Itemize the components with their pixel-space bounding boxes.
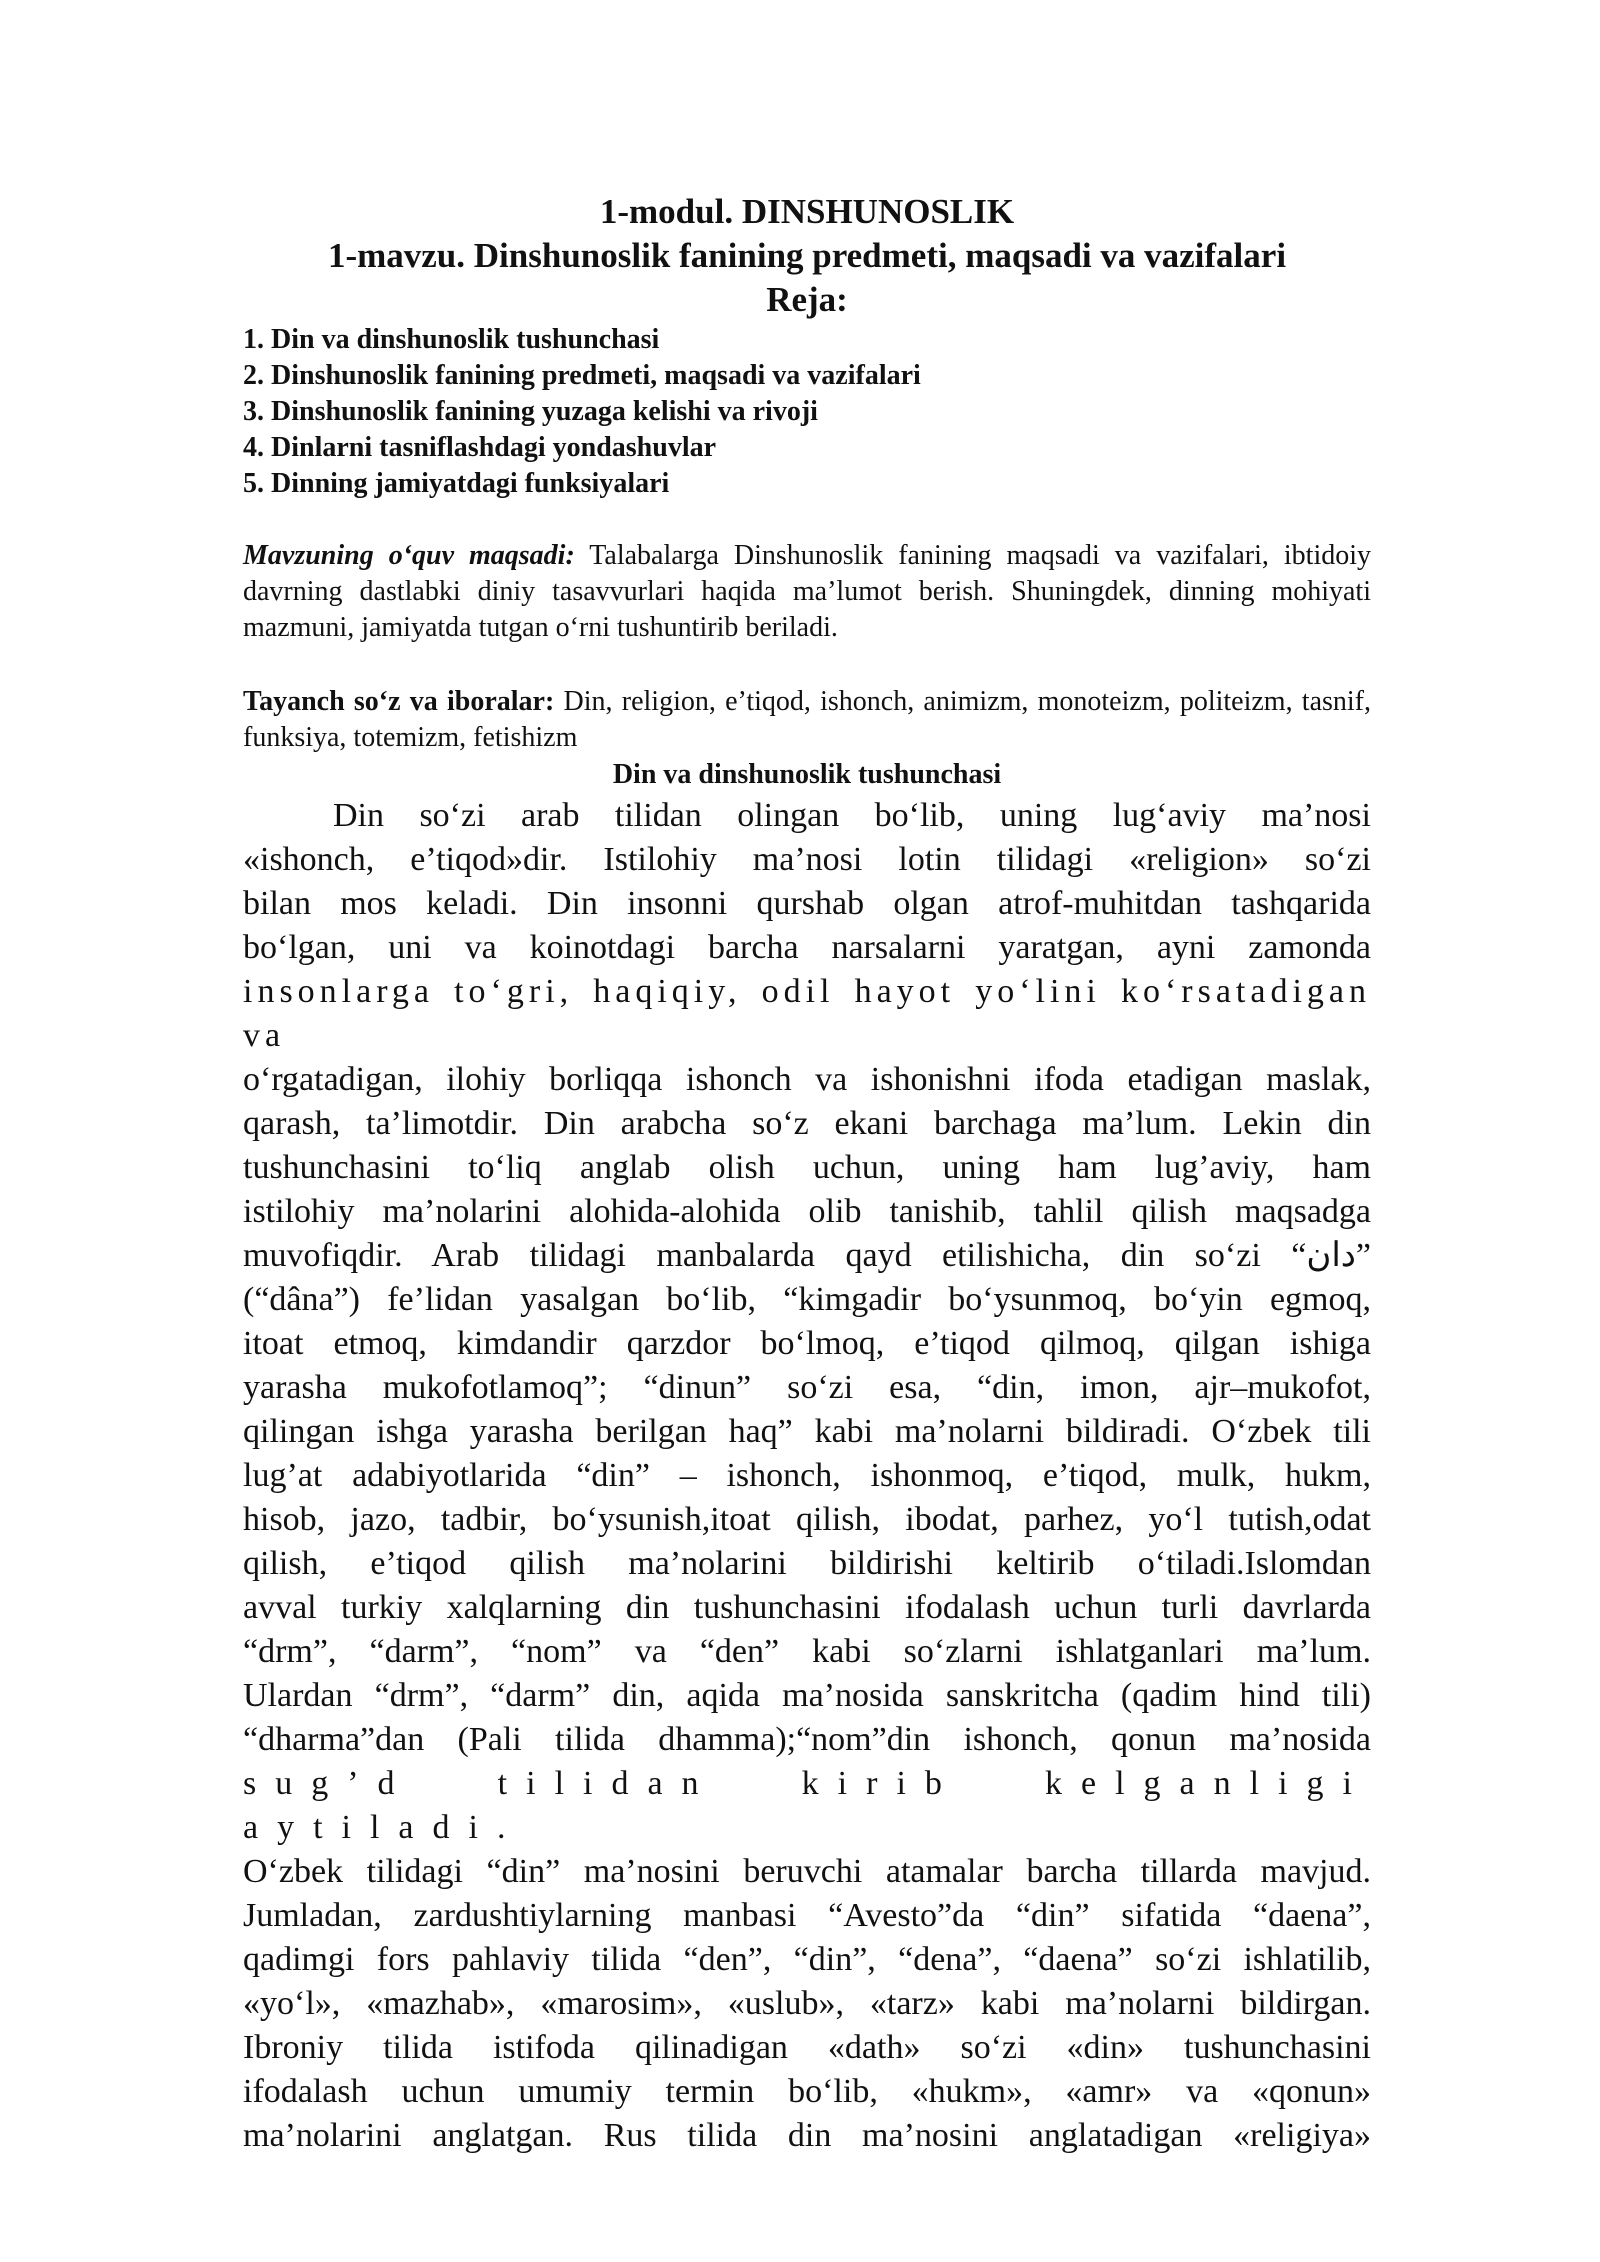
plan-item: 1. Din va dinshunoslik tushunchasi bbox=[243, 324, 660, 355]
body-line: ifodalash uchun umumiy termin bo‘lib, «hukm», «amr» va «qonun» bbox=[243, 2073, 1371, 2110]
body-line: Jumladan, zardushtiylarning manbasi “Avesto”da “din” sifatida “daena”, bbox=[243, 1897, 1371, 1934]
body-line: “dharma”dan (Pali tilida dhamma);“nom”din ishonch, qonun ma’nosida bbox=[243, 1721, 1371, 1758]
body-line: qilish, e’tiqod qilish ma’nolarini bildirishi keltirib o‘tiladi.Islomdan bbox=[243, 1545, 1371, 1582]
keywords-paragraph bbox=[243, 684, 1371, 756]
body-line: qarash, ta’limotdir. Din arabcha so‘z ekani barchaga ma’lum. Lekin din bbox=[243, 1105, 1371, 1142]
body-line: «ishonch, e’tiqod»dir. Istilohiy ma’nosi lotin tilidagi «religion» so‘zi bbox=[243, 841, 1371, 878]
body-line: Ibroniy tilida istifoda qilinadigan «dath» so‘zi «din» tushunchasini bbox=[243, 2029, 1371, 2066]
body-line: tushunchasini to‘liq anglab olish uchun, uning ham lug’aviy, ham bbox=[243, 1149, 1371, 1186]
module-title: 1-modul. DINSHUNOSLIK bbox=[599, 192, 1015, 231]
body-line: O‘zbek tilidagi “din” ma’nosini beruvchi atamalar barcha tillarda mavjud. bbox=[243, 1853, 1371, 1890]
objective-text: Talabalarga Dinshunoslik fanining maqsadi va vazifalari, ibtidoiy davrning dastlabki diniy tasavvurlari haqida ma’lumot berish. Shuningdek, dinning mohiyati mazmuni, jamiyatda tutgan o‘rni tushuntirib beriladi. bbox=[243, 540, 1371, 643]
plan-item: 2. Dinshunoslik fanining predmeti, maqsadi va vazifalari bbox=[243, 360, 921, 391]
body-line: bilan mos keladi. Din insonni qurshab olgan atrof-muhitdan tashqarida bbox=[243, 885, 1371, 922]
objective-label: Mavzuning o‘quv maqsadi: bbox=[243, 540, 575, 571]
body-line: sug’d tilidan kirib kelganligi aytiladi. bbox=[243, 1765, 1371, 1846]
body-line: muvofiqdir. Arab tilidagi manbalarda qayd etilishicha, din so‘zi “دان” bbox=[243, 1237, 1371, 1274]
section-title: Din va dinshunoslik tushunchasi bbox=[612, 759, 1002, 790]
keywords-text: Din, religion, e’tiqod, ishonch, animizm, monoteizm, politeizm, tasnif, funksiya, totemizm, fetishizm bbox=[243, 686, 1371, 753]
section-body bbox=[243, 794, 1371, 2158]
plan-item: 4. Dinlarni tasniflashdagi yondashuvlar bbox=[243, 432, 717, 463]
body-line: yarasha mukofotlamoq”; “dinun” so‘zi esa, “din, imon, ajr–mukofot, bbox=[243, 1369, 1371, 1406]
plan-item: 3. Dinshunoslik fanining yuzaga kelishi va rivoji bbox=[243, 396, 818, 427]
keywords-label: Tayanch so‘z va iboralar: bbox=[243, 686, 555, 717]
body-line: (“dâna”) fe’lidan yasalgan bo‘lib, “kimgadir bo‘ysunmoq, bo‘yin egmoq, bbox=[243, 1281, 1371, 1318]
body-line: “drm”, “darm”, “nom” va “den” kabi so‘zlarni ishlatganlari ma’lum. bbox=[243, 1633, 1371, 1670]
body-line: istilohiy ma’nolarini alohida-alohida olib tanishib, tahlil qilish maqsadga bbox=[243, 1193, 1371, 1230]
body-line: o‘rgatadigan, ilohiy borliqqa ishonch va ishonishni ifoda etadigan maslak, bbox=[243, 1061, 1371, 1098]
body-line: «yo‘l», «mazhab», «marosim», «uslub», «tarz» kabi ma’nolarni bildirgan. bbox=[243, 1985, 1371, 2022]
body-line: itoat etmoq, kimdandir qarzdor bo‘lmoq, e’tiqod qilmoq, qilgan ishiga bbox=[243, 1325, 1371, 1362]
body-line: Din so‘zi arab tilidan olingan bo‘lib, uning lug‘aviy ma’nosi bbox=[333, 797, 1371, 834]
topic-title: 1-mavzu. Dinshunoslik fanining predmeti, maqsadi va vazifalari bbox=[327, 236, 1287, 275]
body-line: lug’at adabiyotlarida “din” – ishonch, ishonmoq, e’tiqod, mulk, hukm, bbox=[243, 1457, 1371, 1494]
body-line: hisob, jazo, tadbir, bo‘ysunish,itoat qilish, ibodat, parhez, yo‘l tutish,odat bbox=[243, 1501, 1371, 1538]
body-line: avval turkiy xalqlarning din tushunchasini ifodalash uchun turli davrlarda bbox=[243, 1589, 1371, 1626]
body-line: ma’nolarini anglatgan. Rus tilida din ma’nosini anglatadigan «religiya» bbox=[243, 2117, 1371, 2154]
body-line: bo‘lgan, uni va koinotdagi barcha narsalarni yaratgan, ayni zamonda bbox=[243, 929, 1371, 966]
plan-item: 5. Dinning jamiyatdagi funksiyalari bbox=[243, 468, 670, 499]
document-page bbox=[243, 190, 1371, 2158]
objective-paragraph bbox=[243, 538, 1371, 646]
body-line: insonlarga to‘gri, haqiqiy, odil hayot yo‘lini ko‘rsatadigan va bbox=[243, 973, 1371, 1054]
body-line: qilingan ishga yarasha berilgan haq” kabi ma’nolarni bildiradi. O‘zbek tili bbox=[243, 1413, 1371, 1450]
body-line: qadimgi fors pahlaviy tilida “den”, “din”, “dena”, “daena” so‘zi ishlatilib, bbox=[243, 1941, 1371, 1978]
body-line: Ulardan “drm”, “darm” din, aqida ma’nosida sanskritcha (qadim hind tili) bbox=[243, 1677, 1371, 1714]
plan-title: Reja: bbox=[766, 280, 848, 319]
plan-list bbox=[243, 322, 1371, 502]
